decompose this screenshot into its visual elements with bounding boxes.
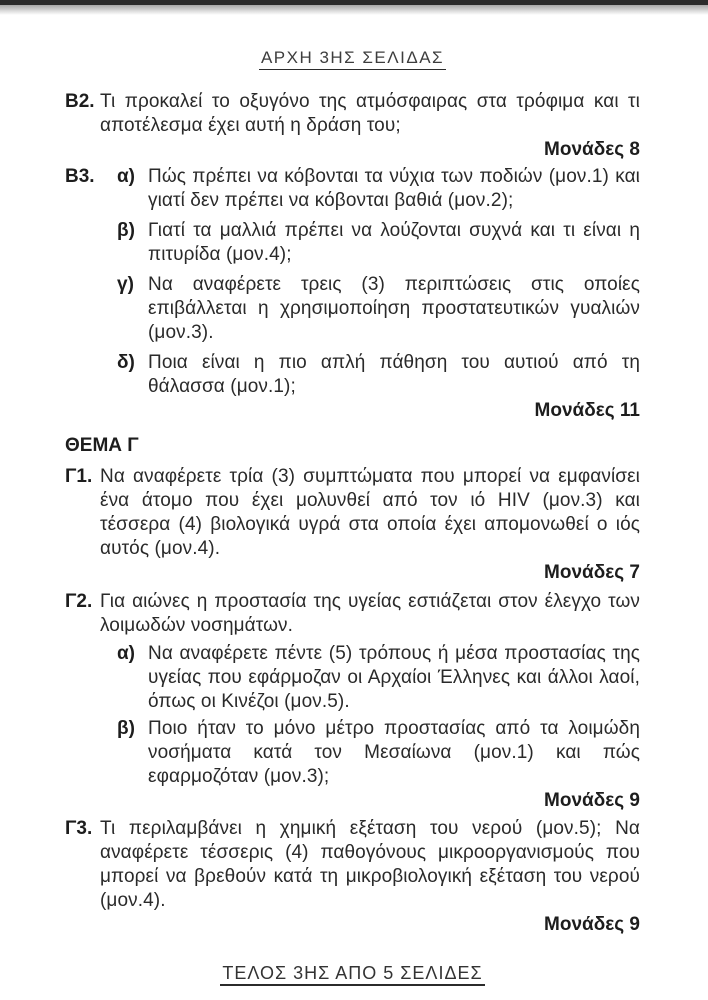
question-b3-item-a-label: α)	[117, 166, 136, 187]
question-b3-item-c-text: Να αναφέρετε τρεις (3) περιπτώσεις στις οποίες επιβάλλεται η χρησιμοποίηση προστατευτικών γυαλιών (μον.3).	[148, 274, 640, 343]
page-end-marker	[65, 963, 640, 986]
question-b3-marks: Μονάδες 11	[534, 400, 640, 421]
question-c2-item-b-label: β)	[117, 718, 135, 739]
question-b3-item-d-text: Ποια είναι η πιο απλή πάθηση του αυτιού από τη θάλασσα (μον.1);	[148, 352, 640, 397]
question-c3	[65, 817, 640, 913]
question-b3-item-a	[117, 165, 640, 213]
question-b3-item-a-text: Πώς πρέπει να κόβονται τα νύχια των ποδιών (μον.1) και γιατί δεν πρέπει να κόβονται βαθιά (μον.2);	[148, 166, 640, 211]
question-b2-marks: Μονάδες 8	[544, 139, 640, 160]
question-b3-item-d-label: δ)	[117, 352, 135, 373]
question-c2-body	[100, 590, 640, 789]
page-start-marker-text: ΑΡΧΗ 3ΗΣ ΣΕΛΙΔΑΣ	[259, 48, 446, 70]
question-b3	[65, 165, 640, 399]
question-b2	[65, 90, 640, 138]
question-c2-intro: Για αιώνες η προστασία της υγείας εστιάζεται στον έλεγχο των λοιμωδών νοσημάτων.	[100, 591, 640, 636]
question-c1-label: Γ1.	[65, 466, 93, 487]
question-b3-item-c	[117, 273, 640, 345]
question-b3-item-d	[117, 351, 640, 399]
page-top-shadow	[0, 5, 708, 15]
question-c2-item-b-text: Ποιο ήταν το μόνο μέτρο προστασίας από τα λοιμώδη νοσήματα κατά τον Μεσαίωνα (μον.1) και πώς εφαρμοζόταν (μον.3);	[148, 718, 640, 787]
question-c2-item-a-label: α)	[117, 643, 136, 664]
question-c1-marks: Μονάδες 7	[544, 562, 640, 583]
question-c3-marks: Μονάδες 9	[544, 914, 640, 935]
question-b2-text: Τι προκαλεί το οξυγόνο της ατμόσφαιρας στα τρόφιμα και τι αποτέλεσμα έχει αυτή η δράση του;	[100, 91, 640, 136]
question-c1	[65, 465, 640, 561]
question-c2-item-b	[117, 717, 640, 789]
theme-c-heading: ΘΕΜΑ Γ	[65, 435, 139, 456]
question-b3-item-b-label: β)	[117, 220, 135, 241]
question-c3-text: Τι περιλαμβάνει η χημική εξέταση του νερού (μον.5); Να αναφέρετε τέσσερις (4) παθογόνους μικροοργανισμούς που μπορεί να βρεθούν κατά τη μικροβιολογική εξέταση του νερού (μον.4).	[100, 818, 640, 911]
question-c2-label: Γ2.	[65, 591, 93, 612]
question-c2	[65, 590, 640, 789]
question-b3-item-b-text: Γιατί τα μαλλιά πρέπει να λούζονται συχνά και τι είναι η πιτυρίδα (μον.4);	[148, 220, 640, 265]
question-c1-text: Να αναφέρετε τρία (3) συμπτώματα που μπορεί να εμφανίσει ένα άτομο που έχει μολυνθεί από τον ιό HIV (μον.3) και τέσσερα (4) βιολογικά υγρά στα οποία έχει απομονωθεί ο ιός αυτός (μον.4).	[100, 466, 640, 559]
question-b3-label: Β3.	[65, 166, 95, 187]
question-b3-item-c-label: γ)	[117, 274, 134, 295]
page-end-marker-text: ΤΕΛΟΣ 3ΗΣ ΑΠΟ 5 ΣΕΛΙΔΕΣ	[220, 963, 484, 986]
question-b3-subitems	[100, 165, 640, 399]
question-c2-item-a	[117, 642, 640, 714]
question-c2-marks: Μονάδες 9	[544, 790, 640, 811]
question-c3-label: Γ3.	[65, 818, 93, 839]
question-c2-item-a-text: Να αναφέρετε πέντε (5) τρόπους ή μέσα προστασίας της υγείας που εφάρμοζαν οι Αρχαίοι Έλληνες και άλλοι λαοί, όπως οι Κινέζοι (μον.5).	[148, 643, 640, 712]
question-c2-subitems	[100, 642, 640, 789]
page-start-marker	[65, 48, 640, 70]
question-b2-label: Β2.	[65, 91, 95, 112]
page-content	[0, 48, 708, 986]
question-b3-item-b	[117, 219, 640, 267]
